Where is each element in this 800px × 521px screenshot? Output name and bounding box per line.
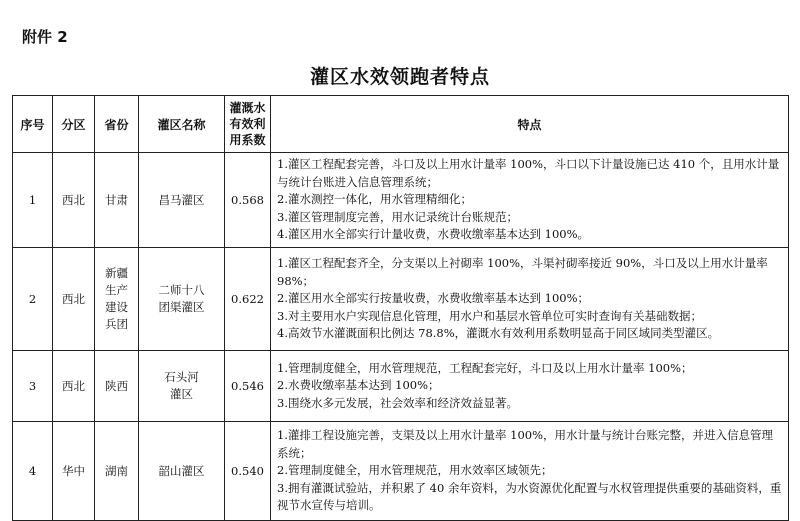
feature-item: 2.管理制度健全，用水管理规范，用水效率区域领先； <box>277 463 553 478</box>
document-title: 灌区水效领跑者特点 <box>309 66 490 88</box>
row-coefficient: 0.546 <box>225 351 271 422</box>
row-coefficient: 0.622 <box>225 248 271 351</box>
row-region: 西北 <box>53 153 95 248</box>
row-province <box>95 248 139 351</box>
header-coefficient-line: 用系数 <box>229 133 266 147</box>
feature-item: 3.灌区管理制度完善，用水记录统计台账规范； <box>277 209 518 224</box>
row-region: 华中 <box>53 422 95 521</box>
feature-item: 2.水费收缴率基本达到 100%； <box>277 378 440 393</box>
row-index: 1 <box>13 153 53 248</box>
feature-item: 4.灌区用水全部实行计量收费，水费收缴率基本达到 100%。 <box>277 227 590 242</box>
district-line: 石头河 <box>164 370 199 384</box>
row-features <box>271 153 789 248</box>
province-line: 湖南 <box>105 463 128 478</box>
header-coefficient-line: 有效利 <box>229 117 266 131</box>
province-line: 兵团 <box>105 317 128 331</box>
province-line: 甘肃 <box>105 192 128 207</box>
table-header-row <box>13 96 789 153</box>
row-province <box>95 422 139 521</box>
feature-item: 3.围绕水多元发展，社会效率和经济效益显著。 <box>277 395 518 410</box>
district-line: 昌马灌区 <box>158 192 205 207</box>
header-region: 分区 <box>53 96 95 153</box>
row-features <box>271 422 789 521</box>
row-coefficient: 0.540 <box>225 422 271 521</box>
feature-item: 4.高效节水灌溉面积比例达 78.8%，灌溉水有效利用系数明显高于同区域同类型灌区。 <box>277 326 720 341</box>
feature-item: 1.灌区工程配套齐全，分支渠以上衬砌率 100%，斗渠衬砌率接近 90%，斗口及以上用水计量率 98%； <box>277 256 768 288</box>
row-index: 2 <box>13 248 53 351</box>
feature-item: 3.对主要用水户实现信息化管理，用水户和基层水管单位可实时查询有关基础数据； <box>277 308 702 323</box>
district-line: 二师十八 <box>158 283 205 297</box>
row-index: 4 <box>13 422 53 521</box>
irrigation-district-table <box>12 95 789 521</box>
province-line: 建设 <box>105 300 128 314</box>
header-coefficient-line: 灌溉水 <box>229 101 266 115</box>
province-line: 新疆 <box>105 266 128 280</box>
row-coefficient: 0.568 <box>225 153 271 248</box>
row-district <box>139 422 225 521</box>
row-region: 西北 <box>53 248 95 351</box>
feature-item: 3.拥有灌溉试验站，并积累了 40 余年资料，为水资源优化配置与水权管理提供重要的基础资料，重视节水宣传与培训。 <box>277 480 782 513</box>
district-line: 韶山灌区 <box>158 463 205 478</box>
feature-item: 2.灌区用水全部实行按量收费，水费收缴率基本达到 100%； <box>277 291 590 306</box>
header-features: 特点 <box>271 96 789 153</box>
district-line: 灌区 <box>170 387 193 401</box>
row-province <box>95 153 139 248</box>
row-region: 西北 <box>53 351 95 422</box>
row-district <box>139 248 225 351</box>
header-district: 灌区名称 <box>139 96 225 153</box>
table-row <box>13 351 789 422</box>
table-row <box>13 248 789 351</box>
row-features <box>271 351 789 422</box>
table-row <box>13 153 789 248</box>
feature-item: 1.灌排工程设施完善，支渠及以上用水计量率 100%，用水计量与统计台账完整，并进入信息管理系统； <box>277 428 774 460</box>
row-features <box>271 248 789 351</box>
row-province <box>95 351 139 422</box>
row-index: 3 <box>13 351 53 422</box>
province-line: 生产 <box>105 283 128 297</box>
district-line: 团渠灌区 <box>158 300 205 314</box>
feature-item: 1.管理制度健全，用水管理规范，工程配套完好，斗口及以上用水计量率 100%； <box>277 360 693 375</box>
province-line: 陕西 <box>105 378 128 393</box>
table-row <box>13 422 789 521</box>
attachment-label: 附件 2 <box>22 28 68 46</box>
header-province: 省份 <box>95 96 139 153</box>
row-district <box>139 351 225 422</box>
feature-item: 2.灌水测控一体化，用水管理精细化； <box>277 192 472 207</box>
header-coefficient <box>225 96 271 153</box>
header-index: 序号 <box>13 96 53 153</box>
feature-item: 1.灌区工程配套完善，斗口及以上用水计量率 100%，斗口以下计量设施已达 410 个，且用水计量与统计台账进入信息管理系统； <box>277 157 780 189</box>
row-district <box>139 153 225 248</box>
